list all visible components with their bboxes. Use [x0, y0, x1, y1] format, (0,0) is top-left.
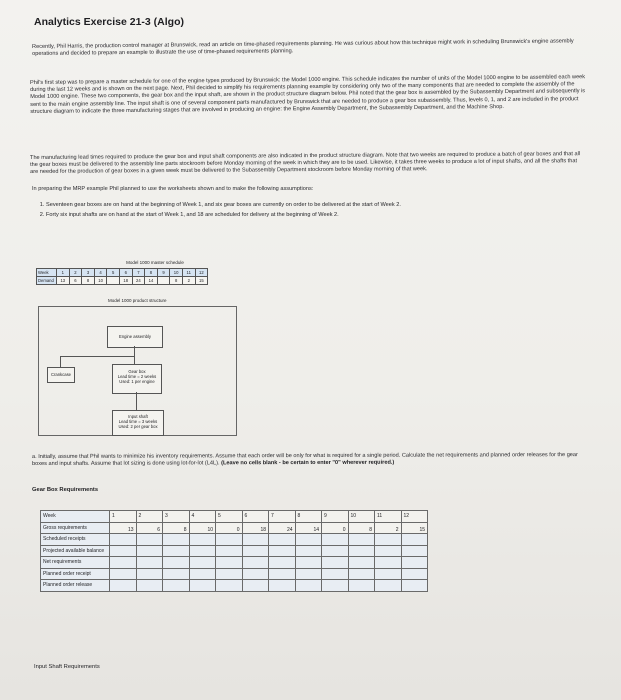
input-cell[interactable] — [348, 580, 375, 592]
input-cell[interactable] — [216, 557, 243, 569]
planned-order-receipt-label: Planned order receipt — [41, 568, 110, 580]
week-cell: 3 — [82, 269, 95, 277]
week-cell: 9 — [157, 269, 170, 277]
assumptions-intro: In preparing the MRP example Phil planned to use the worksheets shown and to make the following assumptions: — [32, 186, 314, 192]
planned-order-release-label: Planned order release — [41, 580, 110, 592]
gross-value: 8 — [163, 522, 190, 534]
master-schedule-title: Model 1000 master schedule — [126, 260, 184, 265]
net-requirements-row — [41, 557, 428, 569]
demand-cell: 13 — [57, 277, 70, 285]
gross-value: 18 — [242, 522, 269, 534]
week-cell: 4 — [94, 269, 107, 277]
demand-cell: 18 — [119, 277, 132, 285]
engine-assembly-node — [107, 326, 163, 348]
input-cell[interactable] — [163, 568, 190, 580]
net-requirements-label: Net requirements — [41, 557, 110, 569]
week-cell: 12 — [195, 269, 208, 277]
input-cell[interactable] — [269, 568, 296, 580]
input-cell[interactable] — [348, 557, 375, 569]
planned-order-release-row — [41, 580, 428, 592]
intro-paragraph: Recently, Phil Harris, the production control manager at Brunswick, read an article on time-phased requirements planning. He was curious about how this technique might work in scheduling Brunswick's engine assembly operations and decided to prepare an example to illustrate the use of time-phased requirements planning. — [32, 38, 574, 58]
assumption-item: 1. Seventeen gear boxes are on hand at the beginning of Week 1, and six gear boxes are currently on order to be delivered at the start of Week 2. — [46, 200, 586, 210]
gross-requirements-label: Gross requirements — [41, 522, 110, 534]
input-cell[interactable] — [295, 545, 322, 557]
input-cell[interactable] — [348, 545, 375, 557]
week-cell: 1 — [110, 511, 137, 523]
week-cell: 10 — [348, 511, 375, 523]
demand-cell: 6 — [69, 277, 82, 285]
input-cell[interactable] — [322, 534, 349, 546]
connector-line — [134, 346, 135, 356]
demand-cell: 24 — [132, 277, 145, 285]
input-cell[interactable] — [269, 534, 296, 546]
connector-line — [60, 356, 135, 357]
week-cell: 8 — [145, 269, 158, 277]
input-cell[interactable] — [348, 534, 375, 546]
input-cell[interactable] — [136, 580, 163, 592]
week-cell: 7 — [269, 511, 296, 523]
question-text — [32, 452, 588, 468]
input-cell[interactable] — [163, 557, 190, 569]
week-cell: 6 — [242, 511, 269, 523]
input-cell[interactable] — [348, 568, 375, 580]
input-cell[interactable] — [269, 545, 296, 557]
master-schedule-paragraph: Phil's first step was to prepare a master schedule for one of the engine types produced by Brunswick: the Model 1000 engine. This schedule indicates the number of units of the Model 1000 engine to be assembled each week during the last 12 weeks and is shown on the next page. Next, Phil decided to simplify his requirements planning example by considering only two of the many components that are needed to complete the assembly of the Model 1000 engine. These two components, the gear box and the input shaft, are shown in the product structure diagram below. Phil noted that the gear box is assembled by the Subassembly Department and subsequently is sent to the main engine assembly line. The input shaft is one of several component parts manufactured by Brunswick that are needed to produce a gear box subassembly. Thus, levels 0, 1, and 2 are included in the product structure diagram to indicate the three manufacturing stages that are involved in producing an engine: the Engine Assembly Department, the Subassembly Department, and the Machine Shop. — [30, 74, 586, 115]
gross-value: 0 — [216, 522, 243, 534]
input-cell[interactable] — [295, 534, 322, 546]
input-cell[interactable] — [136, 557, 163, 569]
input-cell[interactable] — [110, 568, 137, 580]
input-cell[interactable] — [401, 557, 428, 569]
input-cell[interactable] — [189, 534, 216, 546]
input-cell[interactable] — [163, 534, 190, 546]
demand-cell: 2 — [182, 277, 195, 285]
scheduled-receipts-label: Scheduled receipts — [41, 534, 110, 546]
week-cell: 5 — [107, 269, 120, 277]
input-shaft-lead-time: Lead time = 3 weeks — [118, 419, 158, 424]
gross-requirements-row — [41, 522, 428, 534]
input-cell[interactable] — [163, 545, 190, 557]
week-cell: 8 — [295, 511, 322, 523]
week-cell: 11 — [375, 511, 402, 523]
input-cell[interactable] — [242, 580, 269, 592]
input-cell[interactable] — [110, 557, 137, 569]
input-cell[interactable] — [401, 545, 428, 557]
input-cell[interactable] — [375, 557, 402, 569]
master-schedule-week-row — [37, 269, 208, 277]
week-cell: 6 — [119, 269, 132, 277]
demand-cell: 15 — [195, 277, 208, 285]
demand-header: Demand — [37, 277, 57, 285]
exercise-title: Analytics Exercise 21-3 (Algo) — [34, 16, 184, 28]
input-cell[interactable] — [401, 580, 428, 592]
input-cell[interactable] — [136, 545, 163, 557]
gear-box-requirements-table — [40, 510, 428, 592]
gear-box-usage: Used: 1 per engine — [119, 379, 155, 384]
projected-balance-label: Projected available balance — [41, 545, 110, 557]
input-cell[interactable] — [189, 545, 216, 557]
question-instruction: (Leave no cells blank - be certain to enter "0" wherever required.) — [221, 459, 395, 467]
week-cell: 3 — [163, 511, 190, 523]
input-shaft-usage: Used: 2 per gear box — [118, 424, 158, 429]
gear-box-node — [112, 364, 162, 394]
gear-table-week-row — [41, 511, 428, 523]
master-schedule-demand-row — [37, 277, 208, 285]
demand-cell: 10 — [94, 277, 107, 285]
week-cell: 12 — [401, 511, 428, 523]
demand-cell: 14 — [145, 277, 158, 285]
input-shaft-heading: Input Shaft Requirements — [34, 664, 100, 670]
week-cell: 2 — [69, 269, 82, 277]
input-cell[interactable] — [401, 534, 428, 546]
gross-value: 24 — [269, 522, 296, 534]
product-structure-title: Model 1000 product structure — [108, 298, 167, 303]
question-body: a. Initially, assume that Phil wants to minimize his inventory requirements. Assume that each order will be only for what is required for a single period. Calculate the net requirements and planned order releases for the gear boxes and input shafts. Assume that lot sizing is done using lot-for-lot (L4L). — [32, 452, 578, 468]
connector-line — [136, 392, 137, 410]
input-cell[interactable] — [375, 545, 402, 557]
input-cell[interactable] — [375, 534, 402, 546]
input-cell[interactable] — [269, 580, 296, 592]
gross-value: 15 — [401, 522, 428, 534]
week-cell: 2 — [136, 511, 163, 523]
week-cell: 11 — [182, 269, 195, 277]
input-cell[interactable] — [242, 545, 269, 557]
input-cell[interactable] — [189, 557, 216, 569]
input-cell[interactable] — [322, 557, 349, 569]
week-header: Week — [37, 269, 57, 277]
week-cell: 9 — [322, 511, 349, 523]
input-cell[interactable] — [110, 534, 137, 546]
input-cell[interactable] — [110, 545, 137, 557]
input-cell[interactable] — [295, 557, 322, 569]
gear-box-lead-time: Lead time = 2 weeks — [117, 374, 157, 379]
input-cell[interactable] — [401, 568, 428, 580]
input-cell[interactable] — [216, 545, 243, 557]
crankcase-node — [47, 367, 75, 383]
assumptions-list — [36, 200, 586, 220]
gross-value: 8 — [348, 522, 375, 534]
input-cell[interactable] — [189, 568, 216, 580]
week-cell: 10 — [170, 269, 183, 277]
gross-value: 14 — [295, 522, 322, 534]
demand-cell — [107, 277, 120, 285]
connector-line — [134, 356, 135, 364]
input-cell[interactable] — [269, 557, 296, 569]
engine-assembly-label: Engine assembly — [119, 334, 151, 339]
input-cell[interactable] — [242, 568, 269, 580]
gross-value: 10 — [189, 522, 216, 534]
week-label: Week — [41, 511, 110, 523]
planned-order-receipt-row — [41, 568, 428, 580]
gross-value: 13 — [110, 522, 137, 534]
input-cell[interactable] — [163, 580, 190, 592]
input-cell[interactable] — [322, 580, 349, 592]
gear-box-heading: Gear Box Requirements — [32, 487, 99, 493]
input-shaft-label: Input shaft — [128, 414, 148, 419]
input-cell[interactable] — [136, 534, 163, 546]
input-cell[interactable] — [322, 568, 349, 580]
gross-value: 0 — [322, 522, 349, 534]
input-cell[interactable] — [295, 568, 322, 580]
input-cell[interactable] — [110, 580, 137, 592]
week-cell: 1 — [57, 269, 70, 277]
week-cell: 7 — [132, 269, 145, 277]
input-cell[interactable] — [216, 568, 243, 580]
input-cell[interactable] — [295, 580, 322, 592]
gross-value: 2 — [375, 522, 402, 534]
input-cell[interactable] — [375, 568, 402, 580]
input-cell[interactable] — [375, 580, 402, 592]
demand-cell: 8 — [82, 277, 95, 285]
input-cell[interactable] — [242, 557, 269, 569]
demand-cell — [157, 277, 170, 285]
input-cell[interactable] — [242, 534, 269, 546]
gear-box-label: Gear box — [128, 369, 146, 374]
week-cell: 4 — [189, 511, 216, 523]
crankcase-label: Crankcase — [50, 372, 71, 377]
input-cell[interactable] — [216, 534, 243, 546]
gross-value: 6 — [136, 522, 163, 534]
lead-time-paragraph: The manufacturing lead times required to produce the gear box and input shaft components are also indicated in the product structure diagram. Note that two weeks are required to produce a batch of gear boxes and that all the gear boxes must be delivered to the assembly line parts stockroom before Monday morning of the week in which they are to be used. Likewise, it takes three weeks to produce a lot of input shafts, and all the shafts that are needed for the production of gear boxes in a given week must be delivered to the Subassembly Department stockroom before Monday morning of that week. — [30, 151, 581, 176]
input-cell[interactable] — [216, 580, 243, 592]
week-cell: 5 — [216, 511, 243, 523]
master-schedule-table — [36, 268, 208, 285]
scheduled-receipts-row — [41, 534, 428, 546]
input-shaft-node — [112, 410, 164, 436]
connector-line — [60, 356, 61, 367]
input-cell[interactable] — [189, 580, 216, 592]
demand-cell: 8 — [170, 277, 183, 285]
projected-balance-row — [41, 545, 428, 557]
input-cell[interactable] — [322, 545, 349, 557]
assumption-item: 2. Forty six input shafts are on hand at the start of Week 1, and 18 are scheduled for delivery at the beginning of Week 2. — [46, 210, 586, 220]
input-cell[interactable] — [136, 568, 163, 580]
